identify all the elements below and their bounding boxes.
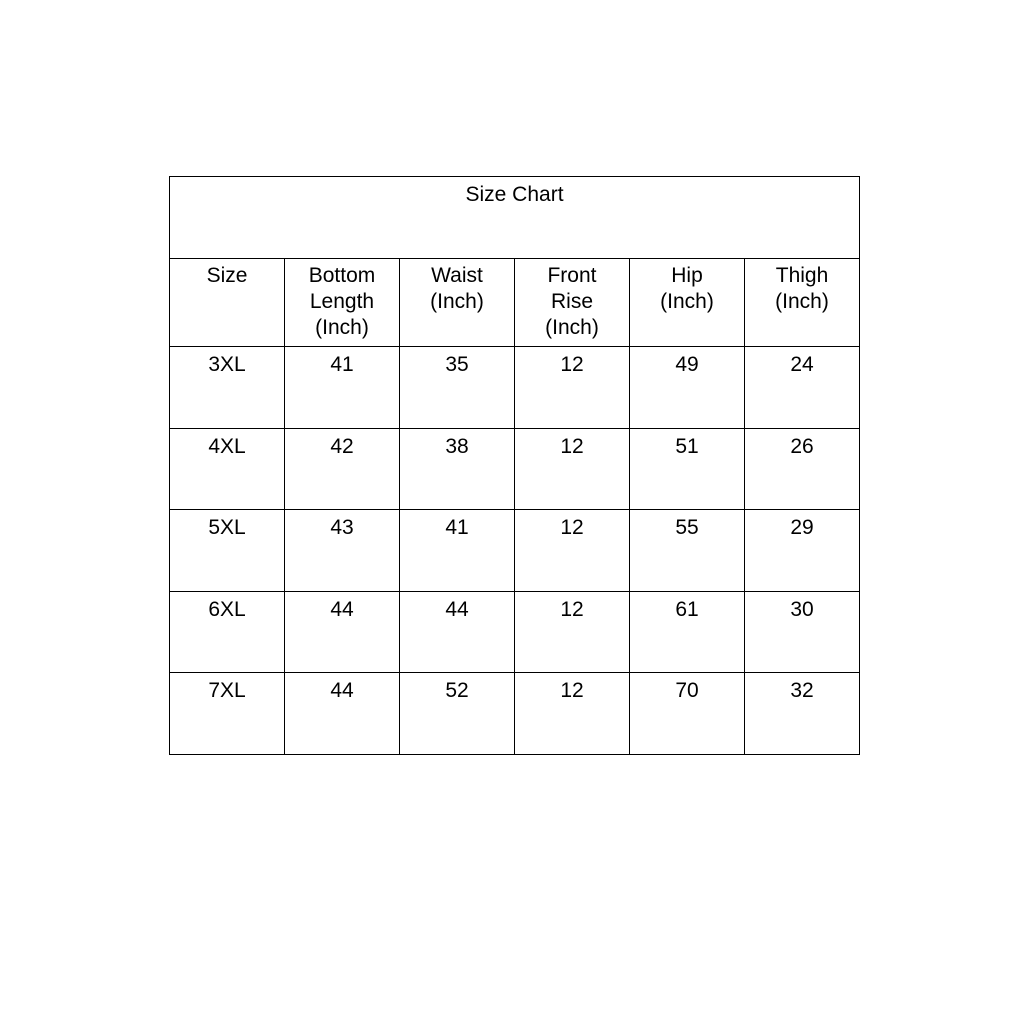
size-cell: 5XL — [170, 510, 285, 592]
table-row — [170, 673, 860, 755]
column-header-front-rise — [515, 259, 630, 347]
table-row — [170, 347, 860, 429]
header-line: Front — [547, 264, 597, 287]
front-rise-cell: 12 — [515, 510, 630, 592]
column-header-thigh — [745, 259, 860, 347]
column-header-bottom-length — [285, 259, 400, 347]
size-cell: 3XL — [170, 347, 285, 429]
waist-cell: 35 — [400, 347, 515, 429]
front-rise-cell: 12 — [515, 591, 630, 673]
hip-cell: 55 — [630, 510, 745, 592]
thigh-cell: 30 — [745, 591, 860, 673]
hip-cell: 70 — [630, 673, 745, 755]
bottom-length-cell: 42 — [285, 428, 400, 510]
header-line: (Inch) — [660, 290, 714, 313]
bottom-length-cell: 41 — [285, 347, 400, 429]
thigh-cell: 24 — [745, 347, 860, 429]
front-rise-cell: 12 — [515, 428, 630, 510]
size-cell: 7XL — [170, 673, 285, 755]
column-header-size — [170, 259, 285, 347]
bottom-length-cell: 43 — [285, 510, 400, 592]
thigh-cell: 32 — [745, 673, 860, 755]
header-row — [170, 259, 860, 347]
header-line: Hip — [671, 264, 703, 287]
table-row — [170, 591, 860, 673]
header-line: (Inch) — [545, 316, 599, 339]
header-line: (Inch) — [775, 290, 829, 313]
table-title: Size Chart — [170, 177, 860, 259]
front-rise-cell: 12 — [515, 673, 630, 755]
size-cell: 4XL — [170, 428, 285, 510]
header-line: Thigh — [775, 264, 829, 287]
thigh-cell: 26 — [745, 428, 860, 510]
header-line: (Inch) — [430, 290, 484, 313]
table-row — [170, 428, 860, 510]
hip-cell: 51 — [630, 428, 745, 510]
table-row — [170, 510, 860, 592]
bottom-length-cell: 44 — [285, 591, 400, 673]
header-line: (Inch) — [315, 316, 369, 339]
waist-cell: 41 — [400, 510, 515, 592]
bottom-length-cell: 44 — [285, 673, 400, 755]
header-line: Length — [309, 290, 375, 313]
size-cell: 6XL — [170, 591, 285, 673]
column-header-waist — [400, 259, 515, 347]
header-line: Waist — [431, 264, 483, 287]
waist-cell: 38 — [400, 428, 515, 510]
header-line: Rise — [550, 290, 593, 313]
header-line: Size — [206, 264, 248, 287]
hip-cell: 61 — [630, 591, 745, 673]
size-chart-table — [169, 176, 860, 755]
waist-cell: 52 — [400, 673, 515, 755]
thigh-cell: 29 — [745, 510, 860, 592]
title-row — [170, 177, 860, 259]
header-line: Bottom — [308, 264, 376, 287]
front-rise-cell: 12 — [515, 347, 630, 429]
column-header-hip — [630, 259, 745, 347]
waist-cell: 44 — [400, 591, 515, 673]
hip-cell: 49 — [630, 347, 745, 429]
